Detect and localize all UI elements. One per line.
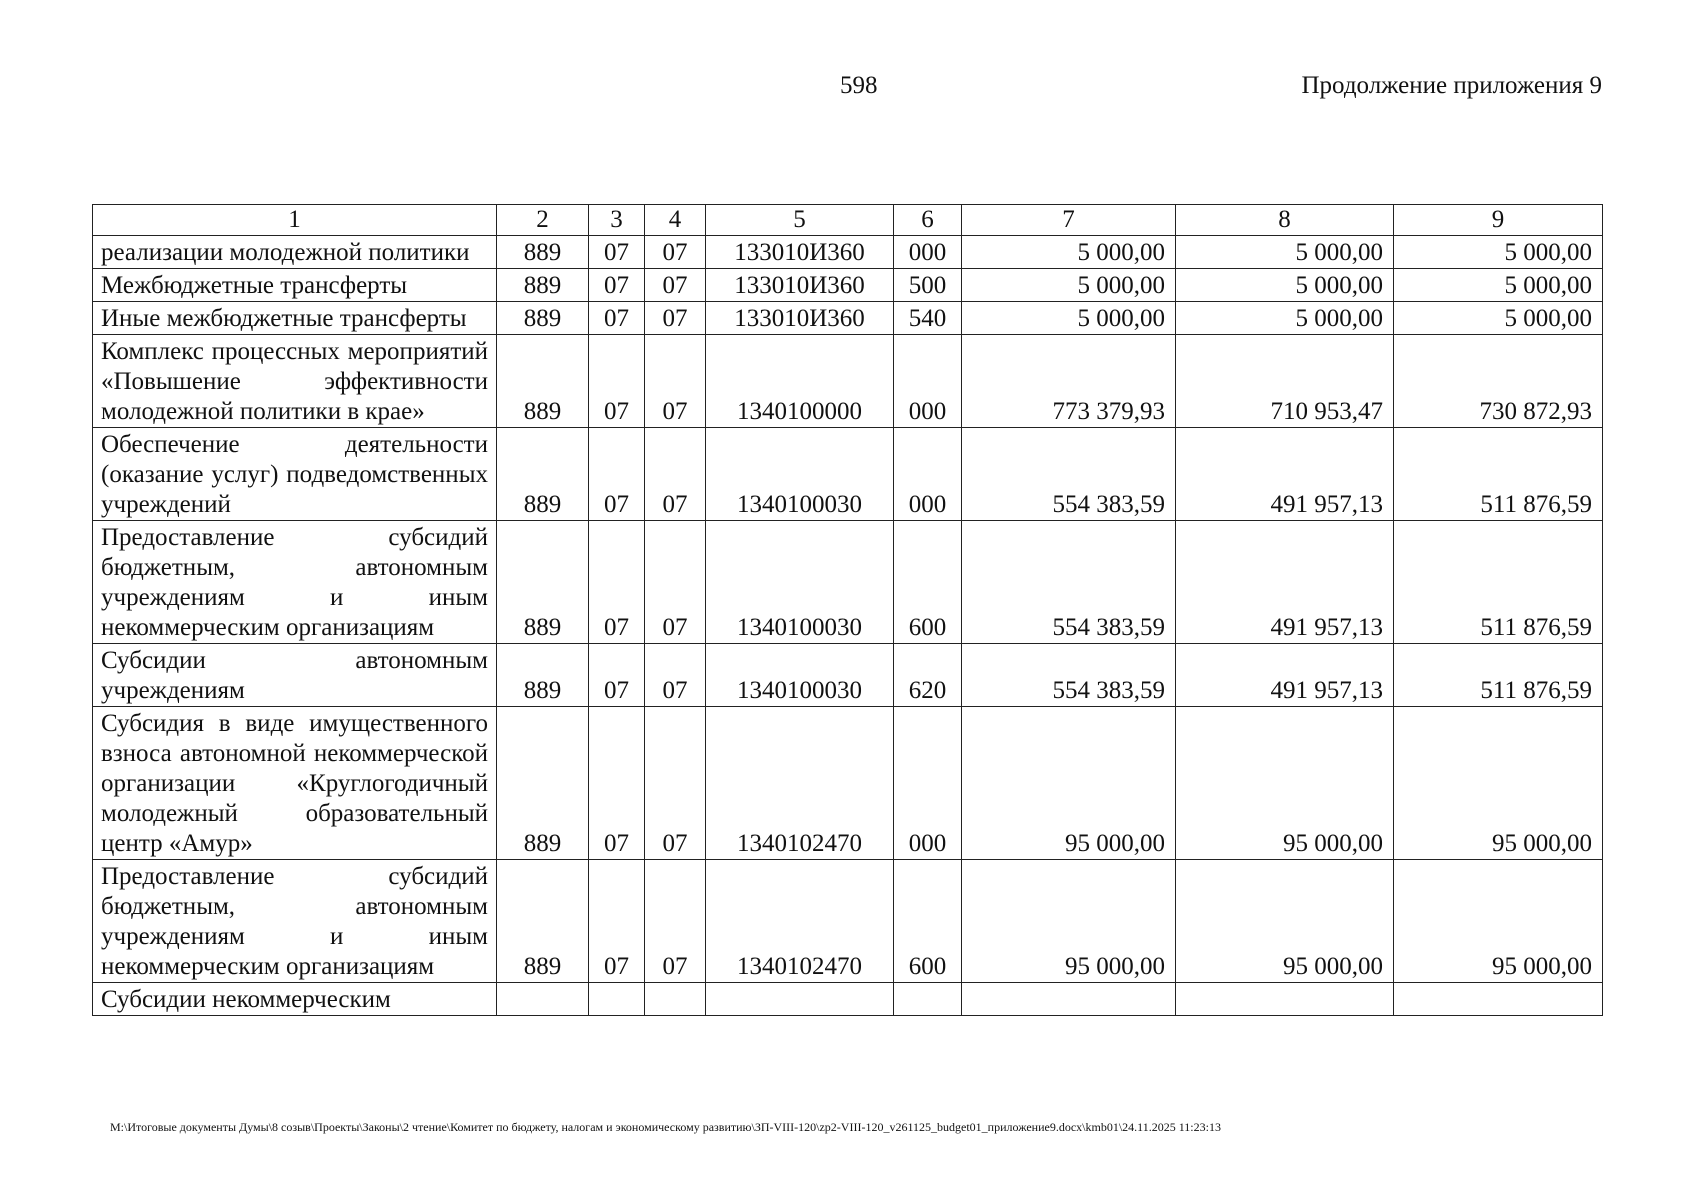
row-cell: 07: [589, 860, 645, 983]
row-cell: 07: [645, 644, 706, 707]
row-cell: 1340100030: [706, 428, 894, 521]
row-cell: [589, 983, 645, 1016]
table-header-row: [93, 205, 1603, 236]
row-cell: 620: [894, 644, 962, 707]
column-header: 1: [93, 205, 497, 236]
page-number: 598: [840, 72, 878, 99]
column-header: 4: [645, 205, 706, 236]
row-amount-cell: 491 957,13: [1176, 428, 1394, 521]
row-name-cell: Субсидии некоммерческим: [93, 983, 497, 1016]
row-cell: [894, 983, 962, 1016]
row-cell: 889: [497, 707, 589, 860]
row-cell: 07: [589, 335, 645, 428]
table-row: [93, 428, 1603, 521]
row-amount-cell: 554 383,59: [962, 428, 1176, 521]
row-name-cell: Субсидия в виде имущественного взноса автономной некоммерческой организации «Круглогодичный молодежный образовательный центр «Амур»: [93, 707, 497, 860]
row-amount-cell: 5 000,00: [1176, 269, 1394, 302]
row-amount-cell: [1394, 983, 1603, 1016]
row-cell: 07: [589, 302, 645, 335]
row-cell: 000: [894, 428, 962, 521]
table-row: [93, 302, 1603, 335]
row-cell: 1340100030: [706, 521, 894, 644]
row-cell: 600: [894, 521, 962, 644]
row-cell: 500: [894, 269, 962, 302]
row-cell: 889: [497, 860, 589, 983]
row-cell: 889: [497, 521, 589, 644]
row-name-cell: Комплекс процессных мероприятий «Повышение эффективности молодежной политики в крае»: [93, 335, 497, 428]
row-cell: 07: [645, 860, 706, 983]
table-row: [93, 521, 1603, 644]
row-name-cell: реализации молодежной политики: [93, 236, 497, 269]
budget-table: [92, 204, 1603, 1016]
column-header: 2: [497, 205, 589, 236]
row-cell: 133010И360: [706, 302, 894, 335]
row-amount-cell: 5 000,00: [962, 269, 1176, 302]
table-row: [93, 860, 1603, 983]
row-cell: [706, 983, 894, 1016]
row-name-cell: Обеспечение деятельности (оказание услуг) подведомственных учреждений: [93, 428, 497, 521]
row-amount-cell: 5 000,00: [962, 302, 1176, 335]
row-cell: 1340100030: [706, 644, 894, 707]
row-amount-cell: 710 953,47: [1176, 335, 1394, 428]
row-amount-cell: 5 000,00: [1394, 302, 1603, 335]
row-cell: 000: [894, 707, 962, 860]
row-name-cell: Субсидии автономным учреждениям: [93, 644, 497, 707]
row-amount-cell: 554 383,59: [962, 521, 1176, 644]
row-amount-cell: 773 379,93: [962, 335, 1176, 428]
row-name-cell: Иные межбюджетные трансферты: [93, 302, 497, 335]
row-cell: 000: [894, 335, 962, 428]
row-cell: [497, 983, 589, 1016]
row-cell: 600: [894, 860, 962, 983]
column-header: 9: [1394, 205, 1603, 236]
row-amount-cell: 5 000,00: [1176, 236, 1394, 269]
row-cell: 07: [645, 521, 706, 644]
row-cell: 000: [894, 236, 962, 269]
row-amount-cell: 511 876,59: [1394, 644, 1603, 707]
row-amount-cell: [1176, 983, 1394, 1016]
column-header: 8: [1176, 205, 1394, 236]
row-amount-cell: 95 000,00: [1176, 860, 1394, 983]
row-cell: 07: [589, 521, 645, 644]
row-cell: 889: [497, 428, 589, 521]
row-name-cell: Предоставление субсидий бюджетным, автономным учреждениям и иным некоммерческим организациям: [93, 521, 497, 644]
row-cell: 1340102470: [706, 860, 894, 983]
row-cell: 133010И360: [706, 236, 894, 269]
table-row: [93, 707, 1603, 860]
row-cell: 07: [589, 236, 645, 269]
footer-file-path: M:\Итоговые документы Думы\8 созыв\Проекты\Законы\2 чтение\Комитет по бюджету, налогам и экономическому развитию\ЗП-VIII-120\zp2-VIII-120_v261125_budget01_приложение9.docx\kmb01\24.11.2025 11:23:13: [110, 1120, 1221, 1134]
row-amount-cell: 554 383,59: [962, 644, 1176, 707]
row-amount-cell: 5 000,00: [1394, 236, 1603, 269]
column-header: 5: [706, 205, 894, 236]
row-cell: 07: [645, 428, 706, 521]
table-row: [93, 644, 1603, 707]
row-cell: 889: [497, 269, 589, 302]
row-amount-cell: 95 000,00: [1394, 707, 1603, 860]
row-amount-cell: 491 957,13: [1176, 521, 1394, 644]
row-amount-cell: 95 000,00: [962, 707, 1176, 860]
table-row: [93, 983, 1603, 1016]
row-cell: 889: [497, 302, 589, 335]
row-amount-cell: 511 876,59: [1394, 521, 1603, 644]
row-amount-cell: 730 872,93: [1394, 335, 1603, 428]
column-header: 3: [589, 205, 645, 236]
row-cell: 1340102470: [706, 707, 894, 860]
table-row: [93, 236, 1603, 269]
column-header: 7: [962, 205, 1176, 236]
row-amount-cell: 511 876,59: [1394, 428, 1603, 521]
row-cell: 07: [645, 236, 706, 269]
row-amount-cell: 5 000,00: [1176, 302, 1394, 335]
row-amount-cell: 95 000,00: [1394, 860, 1603, 983]
row-amount-cell: [962, 983, 1176, 1016]
row-cell: 07: [645, 302, 706, 335]
row-cell: 07: [589, 269, 645, 302]
row-amount-cell: 491 957,13: [1176, 644, 1394, 707]
row-name-cell: Межбюджетные трансферты: [93, 269, 497, 302]
row-cell: 07: [645, 335, 706, 428]
row-cell: 1340100000: [706, 335, 894, 428]
column-header: 6: [894, 205, 962, 236]
row-cell: 07: [645, 707, 706, 860]
row-amount-cell: 5 000,00: [962, 236, 1176, 269]
row-amount-cell: 95 000,00: [1176, 707, 1394, 860]
row-cell: 07: [589, 428, 645, 521]
row-cell: [645, 983, 706, 1016]
row-cell: 889: [497, 236, 589, 269]
row-cell: 133010И360: [706, 269, 894, 302]
row-cell: 07: [589, 644, 645, 707]
row-cell: 540: [894, 302, 962, 335]
row-cell: 889: [497, 644, 589, 707]
row-cell: 889: [497, 335, 589, 428]
row-cell: 07: [645, 269, 706, 302]
table-row: [93, 269, 1603, 302]
continuation-title: Продолжение приложения 9: [1301, 72, 1602, 99]
row-cell: 07: [589, 707, 645, 860]
row-amount-cell: 5 000,00: [1394, 269, 1603, 302]
row-amount-cell: 95 000,00: [962, 860, 1176, 983]
row-name-cell: Предоставление субсидий бюджетным, автономным учреждениям и иным некоммерческим организациям: [93, 860, 497, 983]
table-row: [93, 335, 1603, 428]
